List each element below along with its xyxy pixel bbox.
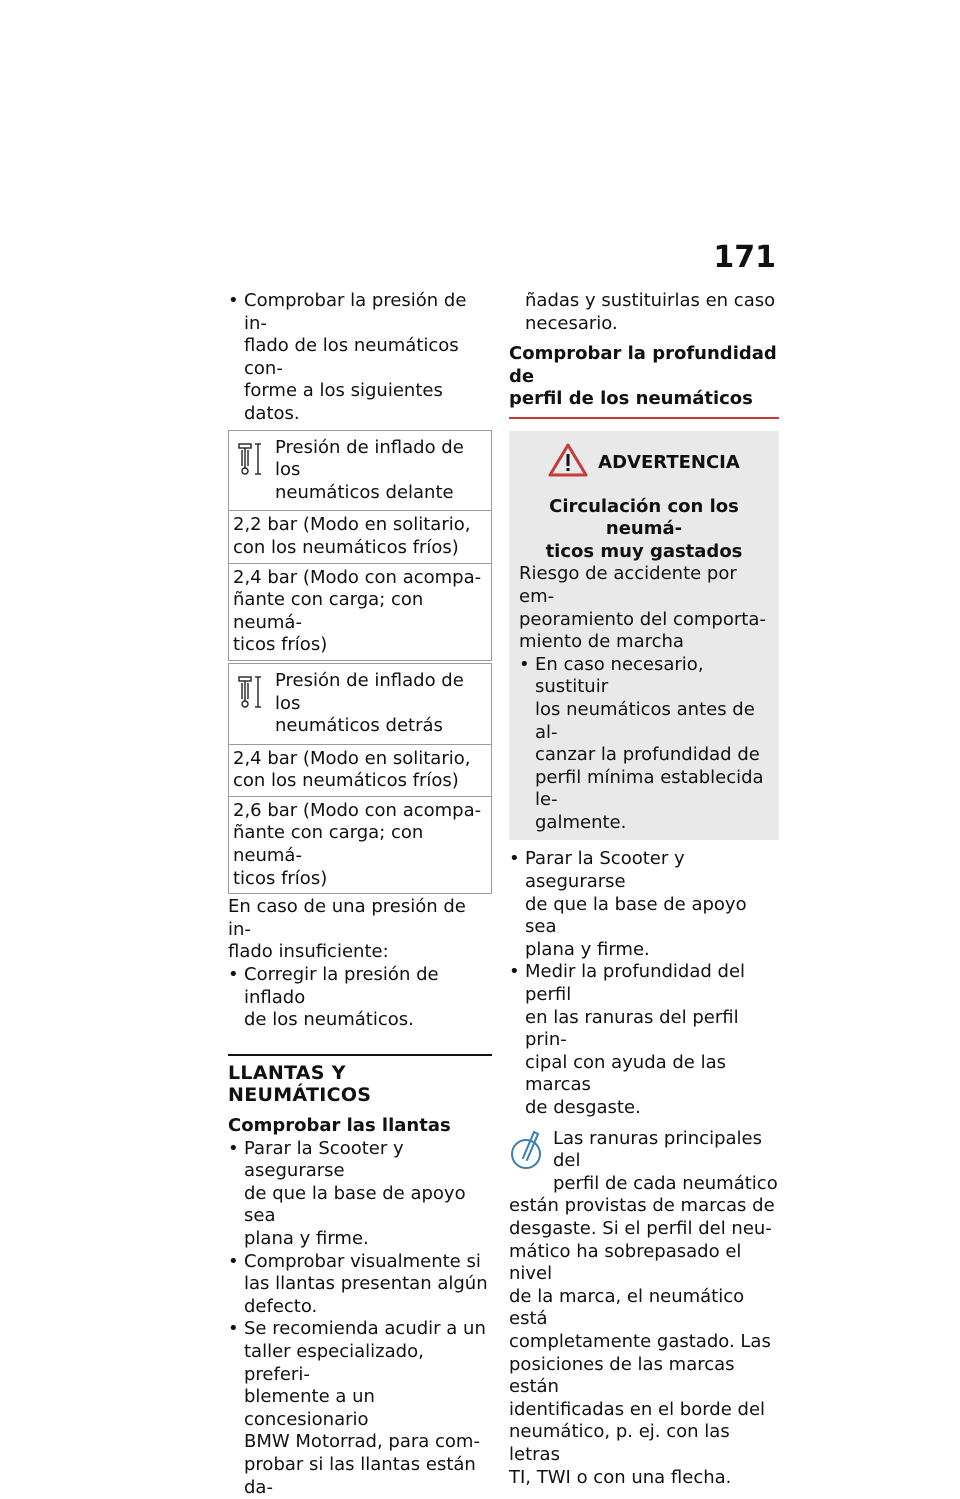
subhead-tread-depth: Comprobar la profundidad de perfil de los neumáticos	[509, 343, 779, 419]
warning-triangle-icon	[548, 443, 588, 484]
tire-pressure-icon	[229, 437, 273, 505]
bullet-park-scooter-right: • Parar la Scooter y asegurarse de que la base de apoyo sea plana y firme.	[509, 848, 779, 961]
rear-pressure-passenger: 2,6 bar (Modo con acompa- ñante con carga; con neumá- ticos fríos)	[233, 799, 482, 889]
rear-pressure-solo: 2,4 bar (Modo en solitario, con los neumáticos fríos)	[229, 745, 491, 797]
bullet-check-pressure: • Comprobar la presión de in- flado de los neumáticos con- forme a los siguientes datos.	[228, 290, 492, 426]
subhead-check-rims: Comprobar las llantas	[228, 1115, 451, 1136]
warning-heading: Circulación con los neumá- ticos muy gastados	[545, 495, 743, 562]
warning-box	[509, 431, 779, 841]
section-title: LLANTAS Y NEUMÁTICOS	[228, 1054, 492, 1107]
insufficient-pressure-text: En caso de una presión de in- flado insuficiente:	[228, 896, 466, 963]
rear-pressure-table	[228, 663, 492, 894]
tire-pressure-icon	[229, 670, 273, 738]
bullet-correct-pressure: • Corregir la presión de inflado de los neumáticos.	[228, 964, 492, 1032]
continuation-text: ñadas y sustituirlas en caso necesario.	[525, 290, 776, 334]
front-pressure-solo: 2,2 bar (Modo en solitario, con los neumáticos fríos)	[229, 511, 491, 563]
left-column	[228, 290, 492, 1499]
warning-bullet: • En caso necesario, sustituir los neumáticos antes de al- canzar la profundidad de perfil mínima establecida le- galmente.	[519, 654, 769, 835]
warning-title: ADVERTENCIA	[598, 451, 740, 473]
bullet-park-scooter: • Parar la Scooter y asegurarse de que la base de apoyo sea plana y firme.	[228, 1138, 492, 1251]
bullet-measure-depth: • Medir la profundidad del perfil en las ranuras del perfil prin- cipal con ayuda de las marcas de desgaste.	[509, 961, 779, 1119]
front-pressure-table	[228, 430, 492, 661]
info-note: Las ranuras principales del perfil de cada neumático están provistas de marcas de desgaste. Si el perfil del neu- mático ha sobrepasado el nivel de la marca, el neumático está completamente gastado. Las posiciones de las marcas están identificadas en el borde del neumático, p. ej. con las letras TI, TWI o con una flecha.	[509, 1127, 778, 1488]
info-pen-icon	[509, 1128, 549, 1174]
bullet-visual-check: • Comprobar visualmente si las llantas presentan algún defecto.	[228, 1251, 492, 1319]
front-pressure-header: Presión de inflado de los neumáticos delante	[229, 431, 491, 512]
bullet-workshop: • Se recomienda acudir a un taller especializado, preferi- blemente a un concesionario BMW Motorrad, para com- probar si las llantas están da-	[228, 1318, 492, 1499]
warning-risk: Riesgo de accidente por em- peoramiento del comporta- miento de marcha	[519, 563, 766, 653]
rear-pressure-header: Presión de inflado de los neumáticos detrás	[229, 664, 491, 745]
front-pressure-passenger: 2,4 bar (Modo con acompa- ñante con carga; con neumá- ticos fríos)	[233, 566, 482, 656]
right-column	[509, 290, 779, 1489]
page-number: 171	[713, 240, 776, 275]
